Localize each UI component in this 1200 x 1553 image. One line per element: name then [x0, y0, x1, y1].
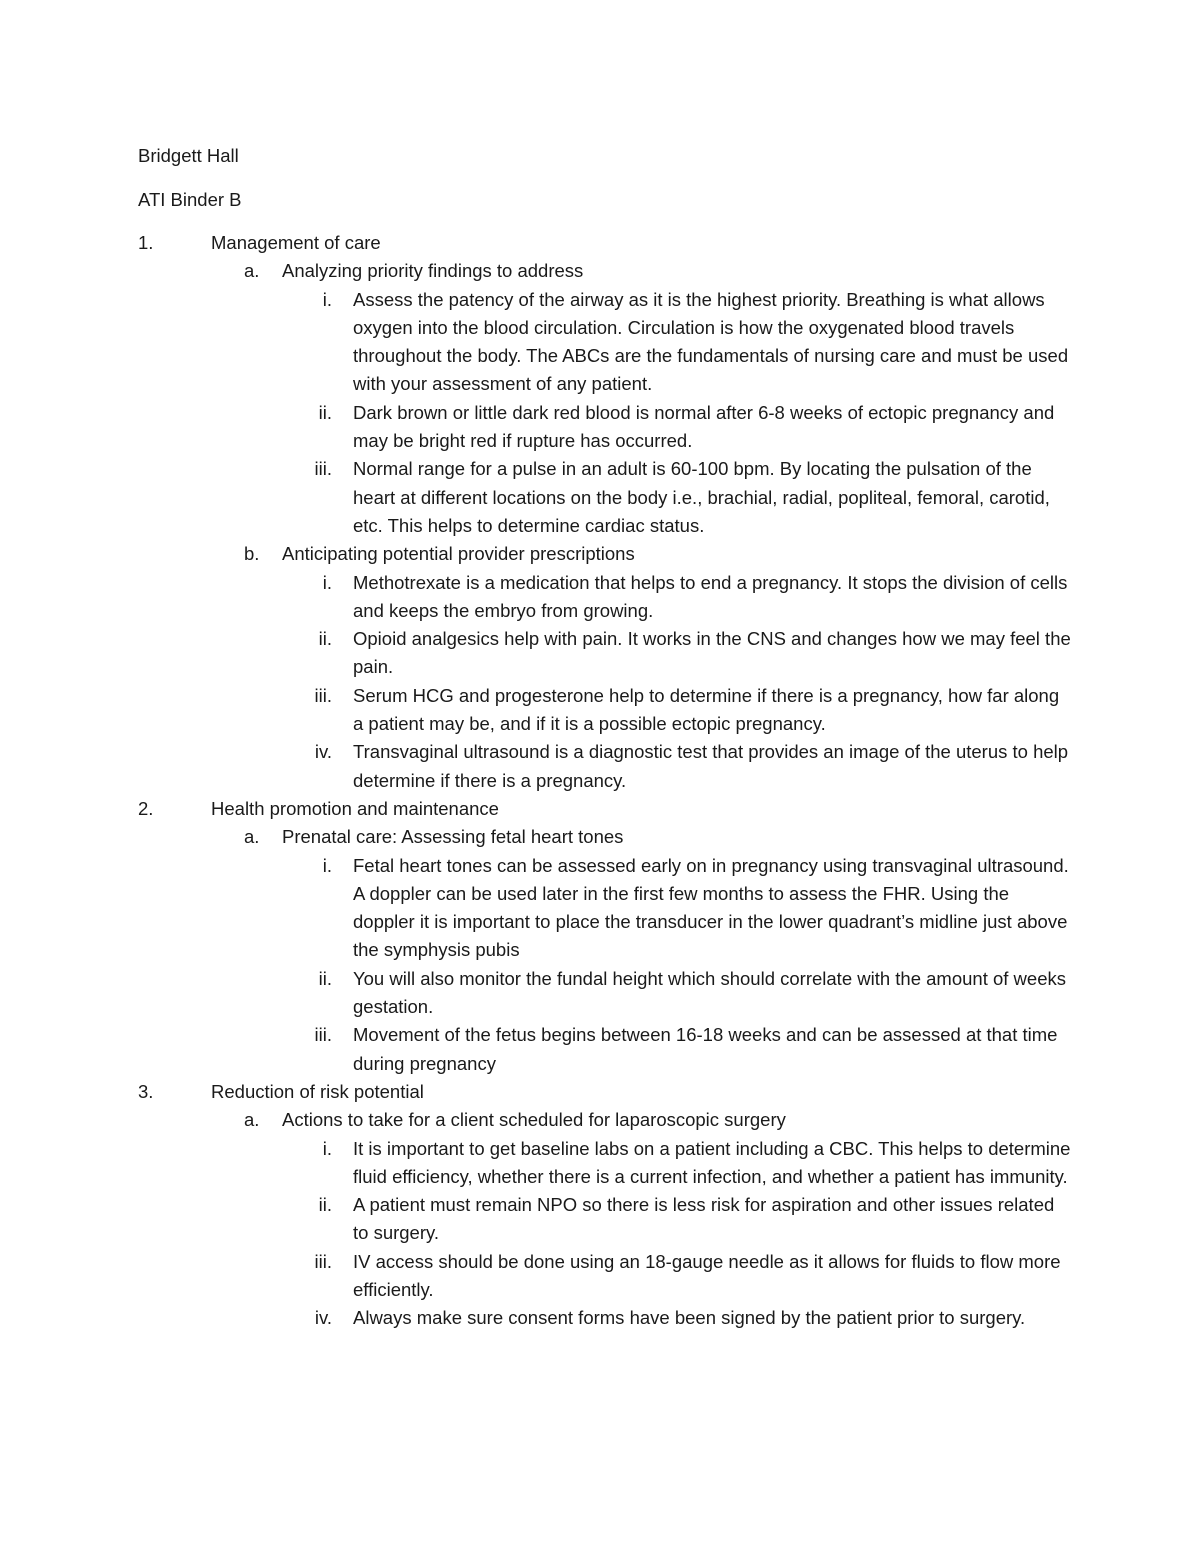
list-marker: a.	[244, 260, 260, 282]
list-text: It is important to get baseline labs on a patient including a CBC. This helps to determine fluid efficiency, whether there is a current infection, and whether a patient has immunity.	[353, 1137, 1071, 1187]
list-marker: 1.	[138, 232, 154, 253]
list-item	[0, 852, 1200, 965]
list-marker: ii.	[318, 967, 332, 989]
list-text: Analyzing priority findings to address	[282, 260, 584, 282]
list-marker: i.	[322, 571, 332, 593]
list-item	[0, 738, 1200, 795]
list-text: Assess the patency of the airway as it is the highest priority. Breathing is what allows oxygen into the blood circulation. Circulation is how the oxygenated blood travels throughout the body. The ABCs are the fundamentals of nursing care and must be used with your assessment of any patient.	[353, 288, 1069, 395]
section-heading	[0, 1078, 1200, 1106]
list-item	[0, 1135, 1200, 1192]
list-item	[0, 682, 1200, 739]
list-marker: i.	[322, 1137, 332, 1159]
list-item	[0, 399, 1200, 456]
list-text: IV access should be done using an 18-gauge needle as it allows for fluids to flow more efficiently.	[353, 1250, 1061, 1300]
list-text: Serum HCG and progesterone help to determine if there is a pregnancy, how far along a patient may be, and if it is a possible ectopic pregnancy.	[353, 684, 1060, 735]
list-text: Dark brown or little dark red blood is normal after 6-8 weeks of ectopic pregnancy and may be bright red if rupture has occurred.	[353, 401, 1055, 452]
list-marker: 2.	[138, 797, 154, 819]
list-text: Reduction of risk potential	[211, 1080, 424, 1102]
list-marker: ii.	[318, 1194, 332, 1216]
list-text: Fetal heart tones can be assessed early on in pregnancy using transvaginal ultrasound. A doppler can be used later in the first few months to assess the FHR. Using the doppler it is important to place the transducer in the lower quadrant’s midline just above the symphysis pubis	[353, 854, 1069, 961]
list-marker: a.	[244, 826, 260, 848]
subsection-heading	[0, 823, 1200, 851]
list-marker: ii.	[318, 401, 332, 423]
list-item	[0, 1191, 1200, 1248]
list-item	[0, 1021, 1200, 1078]
list-item	[0, 965, 1200, 1022]
list-item	[0, 569, 1200, 626]
list-text: Movement of the fetus begins between 16-18 weeks and can be assessed at that time during pregnancy	[353, 1024, 1058, 1074]
subsection-heading	[0, 540, 1200, 568]
document-subtitle: ATI Binder B	[138, 189, 242, 210]
subsection-heading	[0, 1106, 1200, 1134]
list-marker: iii.	[314, 1250, 332, 1272]
list-marker: iv.	[314, 741, 332, 763]
list-item	[0, 455, 1200, 540]
list-marker: i.	[322, 288, 332, 310]
list-marker: ii.	[318, 628, 332, 650]
list-text: Actions to take for a client scheduled for laparoscopic surgery	[282, 1109, 786, 1131]
list-marker: iii.	[314, 1024, 332, 1046]
list-marker: iii.	[314, 684, 332, 706]
list-marker: iv.	[314, 1307, 332, 1329]
list-item	[0, 286, 1200, 399]
list-text: You will also monitor the fundal height which should correlate with the amount of weeks gestation.	[353, 967, 1066, 1018]
list-marker: b.	[244, 543, 260, 565]
list-text: Opioid analgesics help with pain. It works in the CNS and changes how we may feel the pain.	[353, 628, 1071, 678]
list-text: Anticipating potential provider prescriptions	[282, 543, 635, 565]
list-marker: a.	[244, 1109, 260, 1131]
list-text: Always make sure consent forms have been signed by the patient prior to surgery.	[353, 1307, 1026, 1329]
list-item	[0, 1304, 1200, 1332]
subsection-heading	[0, 257, 1200, 285]
section-heading	[0, 795, 1200, 823]
list-marker: 3.	[138, 1080, 154, 1102]
list-text: A patient must remain NPO so there is less risk for aspiration and other issues related to surgery.	[353, 1194, 1055, 1244]
list-marker: iii.	[314, 458, 332, 480]
list-text: Prenatal care: Assessing fetal heart tones	[282, 826, 624, 848]
list-text: Management of care	[211, 232, 381, 253]
section-heading	[0, 229, 1200, 257]
list-item	[0, 1248, 1200, 1305]
author-name: Bridgett Hall	[138, 145, 239, 166]
list-marker: i.	[322, 854, 332, 876]
list-text: Normal range for a pulse in an adult is 60-100 bpm. By locating the pulsation of the heart at different locations on the body i.e., brachial, radial, popliteal, femoral, carotid, etc. This helps to determine cardiac status.	[353, 458, 1050, 536]
list-item	[0, 625, 1200, 682]
list-text: Methotrexate is a medication that helps to end a pregnancy. It stops the division of cells and keeps the embryo from growing.	[353, 571, 1068, 621]
list-text: Health promotion and maintenance	[211, 797, 499, 819]
outline-list	[0, 229, 1200, 1333]
list-text: Transvaginal ultrasound is a diagnostic test that provides an image of the uterus to help determine if there is a pregnancy.	[353, 741, 1069, 791]
